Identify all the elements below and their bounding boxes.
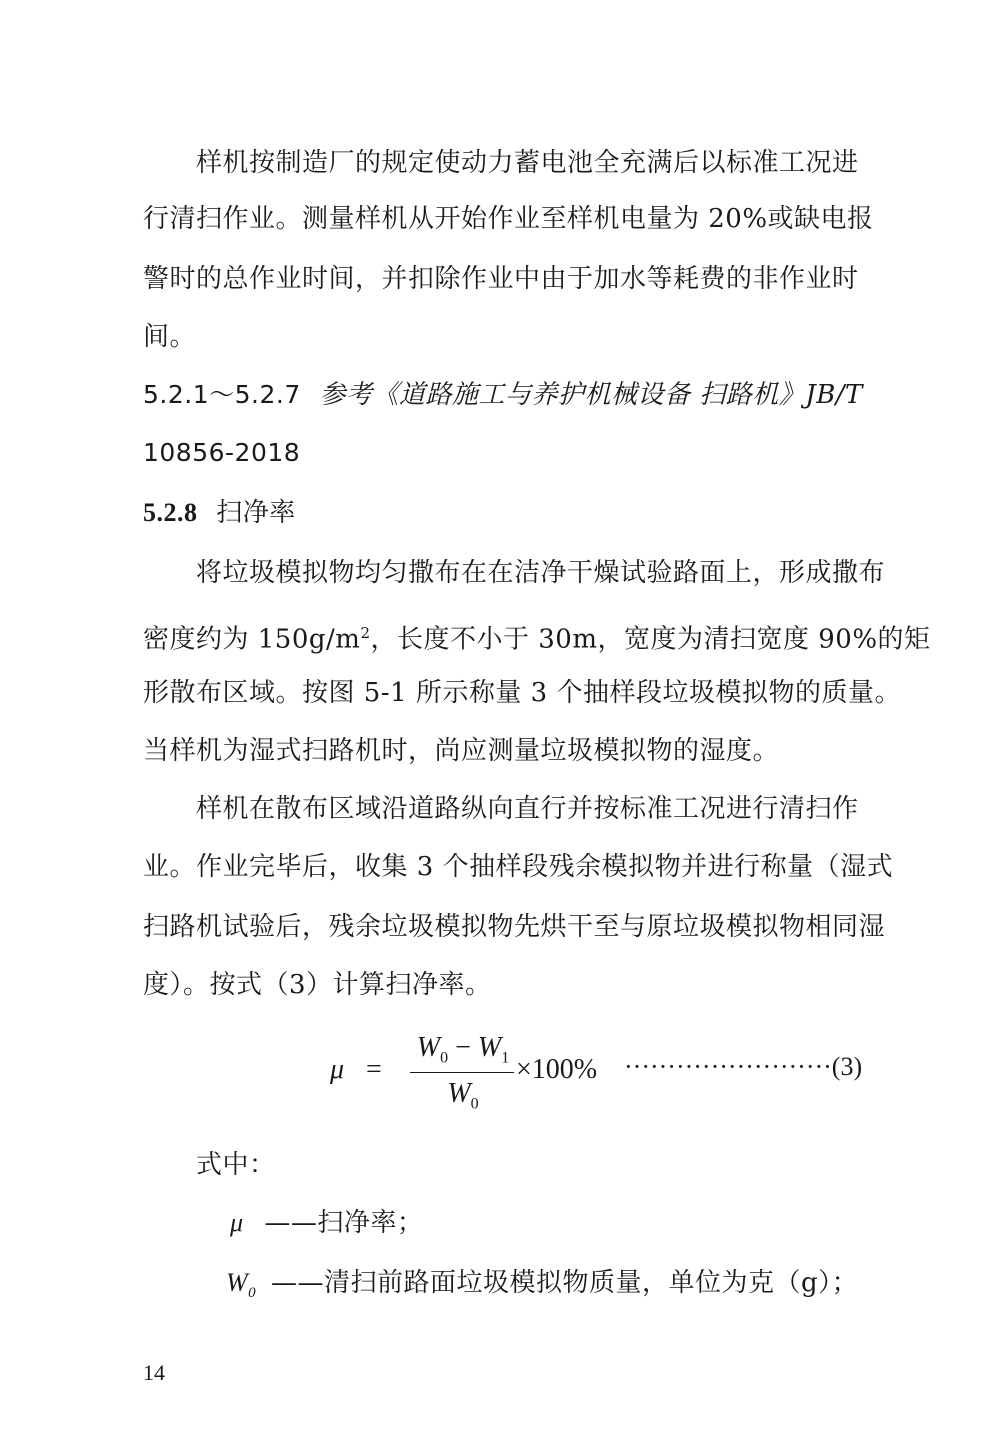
paragraph-2-line-1: 将垃圾模拟物均匀撒布在在洁净干燥试验路面上，形成撒布 bbox=[196, 558, 886, 588]
formula-times-100: ×100% bbox=[516, 1054, 598, 1085]
formula-leader-dots bbox=[624, 1052, 862, 1082]
paragraph-3-line-3: 扫路机试验后，残余垃圾模拟物先烘干至与原垃圾模拟物相同湿 bbox=[143, 912, 886, 942]
where-text-mu: ——扫净率； bbox=[264, 1208, 424, 1238]
page-number: 14 bbox=[143, 1360, 165, 1385]
paragraph-3-line-4: 度）。按式（3）计算扫净率。 bbox=[143, 970, 492, 1000]
section-heading bbox=[143, 496, 296, 530]
paragraph-2-line-3: 形散布区域。按图 5-1 所示称量 3 个抽样段垃圾模拟物的质量。 bbox=[143, 678, 901, 708]
reference-code: 5.2.1～5.2.7 bbox=[143, 380, 301, 409]
where-heading: 式中： bbox=[196, 1150, 276, 1180]
where-symbol-mu: μ bbox=[230, 1208, 244, 1237]
where-symbol-w0: W bbox=[226, 1268, 249, 1297]
numerator-sub1: 1 bbox=[501, 1049, 510, 1067]
paragraph-2-line-2-part-b: ，长度不小于 30m，宽度为清扫宽度 90%的矩 bbox=[370, 624, 931, 655]
numerator-w0: W bbox=[416, 1032, 441, 1063]
formula-numerator bbox=[412, 1032, 514, 1068]
formula-denominator bbox=[412, 1078, 514, 1114]
formula-number: (3) bbox=[831, 1052, 863, 1081]
section-title: 扫净率 bbox=[216, 498, 296, 528]
denominator-sub: 0 bbox=[470, 1095, 479, 1113]
formula-lhs: μ bbox=[330, 1054, 345, 1085]
fraction-bar bbox=[410, 1072, 514, 1073]
leader-dots: ························ bbox=[624, 1052, 832, 1081]
superscript-2: 2 bbox=[360, 624, 371, 642]
paragraph-3-line-1: 样机在散布区域沿道路纵向直行并按标准工况进行清扫作 bbox=[196, 794, 859, 824]
paragraph-1-line-1: 样机按制造厂的规定使动力蓄电池全充满后以标准工况进 bbox=[196, 148, 859, 178]
reference-text: 参考《道路施工与养护机械设备 扫路机》JB/T bbox=[319, 380, 863, 410]
where-item-mu bbox=[230, 1206, 423, 1240]
numerator-minus: − bbox=[448, 1032, 478, 1063]
where-item-w0 bbox=[226, 1266, 858, 1310]
paragraph-2-line-2 bbox=[143, 616, 931, 657]
paragraph-1-line-3: 警时的总作业时间，并扣除作业中由于加水等耗费的非作业时 bbox=[143, 264, 859, 294]
where-symbol-w0-sub: 0 bbox=[248, 1285, 257, 1302]
numerator-w1: W bbox=[477, 1032, 502, 1063]
formula-equals: = bbox=[366, 1054, 382, 1085]
paragraph-1-line-2: 行清扫作业。测量样机从开始作业至样机电量为 20%或缺电报 bbox=[143, 204, 874, 234]
paragraph-2-line-4: 当样机为湿式扫路机时，尚应测量垃圾模拟物的湿度。 bbox=[143, 736, 780, 766]
formula-3 bbox=[330, 1032, 890, 1122]
numerator-sub0: 0 bbox=[440, 1049, 449, 1067]
paragraph-3-line-2: 业。作业完毕后，收集 3 个抽样段残余模拟物并进行称量（湿式 bbox=[143, 852, 894, 882]
where-text-w0: ——清扫前路面垃圾模拟物质量，单位为克（g）； bbox=[270, 1268, 859, 1298]
reference-line-1 bbox=[143, 378, 863, 412]
reference-line-2: 10856-2018 bbox=[143, 438, 301, 467]
paragraph-1-line-4: 间。 bbox=[143, 322, 197, 352]
paragraph-2-line-2-part-a: 密度约为 150g/m bbox=[143, 624, 361, 655]
denominator-w: W bbox=[447, 1078, 471, 1109]
section-number: 5.2.8 bbox=[143, 498, 198, 527]
